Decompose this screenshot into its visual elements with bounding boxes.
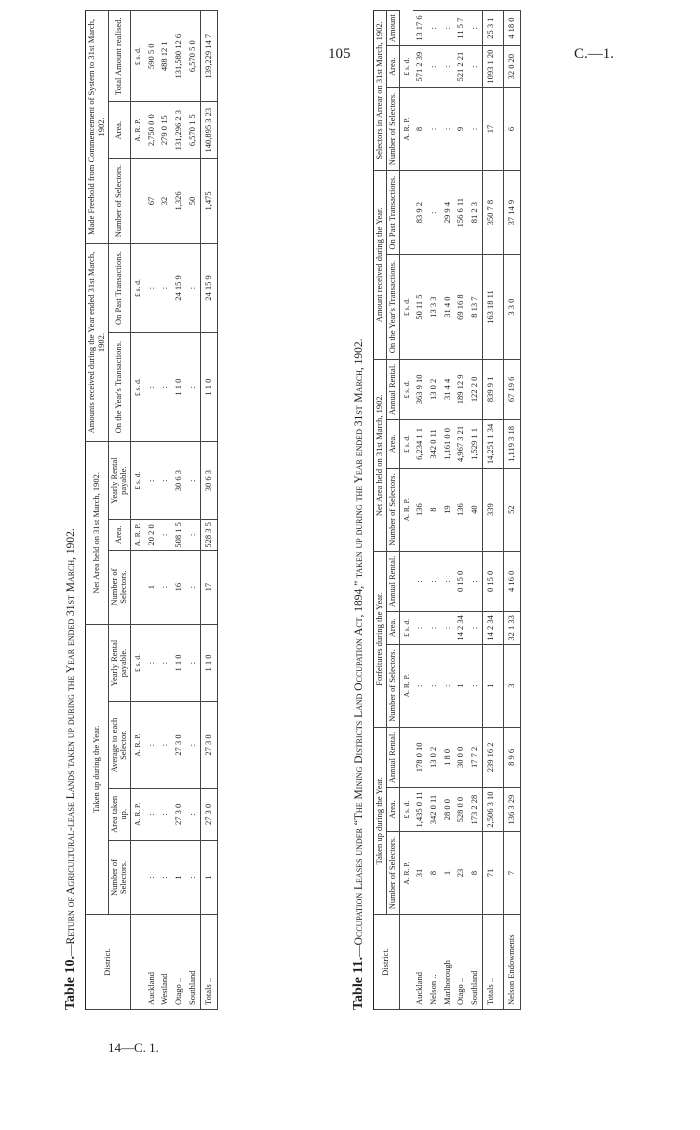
- t10-data-row: [186, 11, 200, 1010]
- t11-value-cell: 339: [482, 468, 498, 551]
- t11-data-row: [454, 11, 468, 1010]
- t11-district-cell: Nelson ..: [427, 915, 441, 1010]
- t11-sub-area-4: Area.: [386, 46, 399, 88]
- t11-value-cell: :: [427, 88, 441, 171]
- t10-units-row: [131, 11, 145, 1010]
- t11-unit-cell: £ s. d.: [399, 612, 413, 645]
- t10-unit-cell: £ s. d.: [131, 333, 145, 442]
- t10-sub-avg-area: Average to each Selector.: [108, 702, 131, 788]
- t11-value-cell: 69 16 8: [454, 255, 468, 359]
- t11-value-cell: :: [413, 612, 427, 645]
- t11-value-cell: :: [441, 551, 455, 611]
- t10-sub-num-selectors: Number of Selectors.: [108, 841, 131, 915]
- t10-value-cell: :: [158, 788, 172, 840]
- t11-value-cell: 19: [441, 468, 455, 551]
- t10-value-cell: :: [158, 841, 172, 915]
- t11-value-cell: 6,234 1 1: [413, 420, 427, 469]
- t11-unit-cell: £ s. d.: [399, 359, 413, 419]
- table10: [85, 10, 218, 1010]
- t11-value-cell: :: [427, 46, 441, 88]
- t11-value-cell: 342 0 11: [427, 420, 441, 469]
- t11-value-cell: 350 7 8: [482, 170, 498, 254]
- t10-value-cell: 6,570 1 5: [186, 102, 200, 159]
- t10-value-cell: 1: [145, 550, 159, 624]
- t10-col-district: District.: [86, 915, 131, 1010]
- t11-grp-amount: Amount received during the Year.: [374, 170, 387, 359]
- t10-value-cell: 2,750 0 0: [145, 102, 159, 159]
- t11-value-cell: 1,161 0 0: [441, 420, 455, 469]
- t10-sub-on-year: On the Year's Transactions.: [108, 333, 131, 442]
- t10-unit-cell: £ s. d.: [131, 11, 145, 102]
- t11-sub-annual: Annual Rental.: [386, 727, 399, 787]
- t11-data-row: [441, 11, 455, 1010]
- t10-value-cell: 488 12 1: [158, 11, 172, 102]
- table11-body: [399, 11, 520, 1010]
- t10-district-cell: Westland: [158, 915, 172, 1010]
- t11-value-cell: 50 11 5: [413, 255, 427, 359]
- t10-value-cell: :: [145, 841, 159, 915]
- t11-value-cell: :: [427, 11, 441, 46]
- t10-value-cell: :: [158, 442, 172, 520]
- t11-unit-cell: [399, 170, 413, 254]
- t10-value-cell: :: [186, 550, 200, 624]
- t10-grp-amounts: Amounts received during the Year ended 31st March, 1902.: [86, 243, 109, 441]
- t11-value-cell: :: [441, 46, 455, 88]
- t11-unit-cell: A. R. P.: [399, 644, 413, 727]
- t10-value-cell: :: [158, 624, 172, 702]
- t11-value-cell: 136: [454, 468, 468, 551]
- t11-value-cell: 17: [482, 88, 498, 171]
- t11-value-cell: :: [468, 11, 482, 46]
- t11-value-cell: 8: [427, 832, 441, 915]
- t11-sub-annual-3: Annual Rental.: [386, 359, 399, 419]
- t10-value-cell: :: [145, 333, 159, 442]
- t11-value-cell: :: [441, 612, 455, 645]
- t10-value-cell: 20 2 0: [145, 520, 159, 551]
- t11-value-cell: 173 2 28: [468, 788, 482, 832]
- t11-value-cell: 122 2 0: [468, 359, 482, 419]
- t10-unit-cell: A. R. P.: [131, 702, 145, 788]
- t11-total-row: [482, 11, 498, 1010]
- t10-value-cell: 24 15 9: [200, 243, 217, 332]
- t10-value-cell: :: [186, 520, 200, 551]
- t11-grp-arrear: Selectors in Arrear on 31st March, 1902.: [374, 11, 387, 171]
- document-reference: C.—1.: [574, 46, 615, 62]
- t11-sub-area: Area.: [386, 788, 399, 832]
- table11-heading: [350, 10, 367, 1010]
- signature-mark: 14—C. 1.: [108, 1040, 159, 1055]
- t10-value-cell: 1 1 0: [172, 624, 186, 702]
- t11-value-cell: 52: [503, 468, 520, 551]
- t10-value-cell: 1 1 0: [172, 333, 186, 442]
- t11-value-cell: :: [468, 88, 482, 171]
- t11-units-row: [399, 11, 413, 1010]
- t11-value-cell: 28 0 0: [441, 788, 455, 832]
- t11-unit-cell: £ s. d.: [399, 255, 413, 359]
- t11-value-cell: 30 0 0: [454, 727, 468, 787]
- table11-section: [350, 10, 640, 1010]
- t11-value-cell: 363 9 10: [413, 359, 427, 419]
- t10-value-cell: 67: [145, 159, 159, 244]
- t10-district-cell: Otago ..: [172, 915, 186, 1010]
- t11-value-cell: 0 15 0: [482, 551, 498, 611]
- t10-unit-cell: A. R. P.: [131, 520, 145, 551]
- table10-heading: [62, 10, 79, 1010]
- t10-sub-on-past: On Past Transactions.: [108, 243, 131, 332]
- t10-value-cell: :: [186, 442, 200, 520]
- t10-value-cell: :: [145, 788, 159, 840]
- t11-data-row: [468, 11, 482, 1010]
- t11-value-cell: 37 14 9: [503, 170, 520, 254]
- t11-sub-amount: Amount: [386, 11, 399, 46]
- t10-grp-freehold: Made Freehold from Commencement of System to 31st March, 1902.: [86, 11, 109, 244]
- t10-total-row: [200, 11, 217, 1010]
- t11-value-cell: :: [441, 88, 455, 171]
- table10-body: [131, 11, 217, 1010]
- t10-value-cell: 590 5 0: [145, 11, 159, 102]
- t10-district-cell: Southland: [186, 915, 200, 1010]
- t11-value-cell: :: [427, 170, 441, 254]
- t11-value-cell: 4 16 0: [503, 551, 520, 611]
- t10-value-cell: 131,580 12 6: [172, 11, 186, 102]
- t10-sub-area: Area.: [108, 520, 131, 551]
- t11-value-cell: :: [468, 551, 482, 611]
- t10-value-cell: 6,570 5 0: [186, 11, 200, 102]
- t10-sub-rental-2: Yearly Rental payable.: [108, 442, 131, 520]
- t11-value-cell: 2,506 3 10: [482, 788, 498, 832]
- t10-value-cell: 27 3 0: [200, 702, 217, 788]
- t11-value-cell: 6: [503, 88, 520, 171]
- t11-value-cell: 1: [441, 832, 455, 915]
- t10-unit-cell: £ s. d.: [131, 442, 145, 520]
- t11-sub-num-selectors-4: Number of Selectors.: [386, 88, 399, 171]
- t11-value-cell: :: [427, 551, 441, 611]
- t11-value-cell: 342 0 11: [427, 788, 441, 832]
- t11-value-cell: :: [413, 551, 427, 611]
- t10-value-cell: 27 3 0: [200, 788, 217, 840]
- t11-value-cell: :: [441, 644, 455, 727]
- t10-value-cell: :: [186, 333, 200, 442]
- t10-value-cell: 17: [200, 550, 217, 624]
- t11-unit-cell: A. R. P.: [399, 468, 413, 551]
- t11-value-cell: :: [427, 644, 441, 727]
- t10-value-cell: 32: [158, 159, 172, 244]
- t11-value-cell: :: [468, 644, 482, 727]
- t10-unit-cell: [131, 550, 145, 624]
- t11-value-cell: 528 0 0: [454, 788, 468, 832]
- t11-value-cell: 1093 1 20: [482, 46, 498, 88]
- t11-value-cell: 40: [468, 468, 482, 551]
- t11-data-row: [413, 11, 427, 1010]
- t10-unit-cell: £ s. d.: [131, 243, 145, 332]
- t11-value-cell: 23: [454, 832, 468, 915]
- t11-value-cell: 9: [454, 88, 468, 171]
- t11-sub-num-selectors: Number of Selectors.: [386, 832, 399, 915]
- t10-value-cell: :: [186, 702, 200, 788]
- t11-value-cell: 156 6 11: [454, 170, 468, 254]
- t11-value-cell: 839 9 1: [482, 359, 498, 419]
- t11-district-cell: Nelson Endowments: [503, 915, 520, 1010]
- t11-district-cell: Marlborough: [441, 915, 455, 1010]
- t11-value-cell: 32 0 20: [503, 46, 520, 88]
- t10-value-cell: 279 0 15: [158, 102, 172, 159]
- t11-data-row: [427, 11, 441, 1010]
- t11-unit-cell: [399, 727, 413, 787]
- t11-value-cell: :: [427, 612, 441, 645]
- t11-sub-num-selectors-2: Number of Selectors.: [386, 644, 399, 727]
- t10-sub-area-taken: Area taken up.: [108, 788, 131, 840]
- t11-value-cell: 8: [427, 468, 441, 551]
- t10-value-cell: :: [158, 702, 172, 788]
- t11-value-cell: 83 9 2: [413, 170, 427, 254]
- t10-value-cell: :: [158, 243, 172, 332]
- t10-value-cell: :: [158, 520, 172, 551]
- t11-value-cell: 571 2 39: [413, 46, 427, 88]
- t11-value-cell: :: [468, 612, 482, 645]
- t11-value-cell: 178 0 10: [413, 727, 427, 787]
- t11-unit-cell: [399, 915, 413, 1010]
- t10-value-cell: 1,475: [200, 159, 217, 244]
- t10-value-cell: 1: [200, 841, 217, 915]
- t11-value-cell: 31 4 4: [441, 359, 455, 419]
- t11-value-cell: 81 2 3: [468, 170, 482, 254]
- table11: [373, 10, 521, 1010]
- t11-sub-area-2: Area.: [386, 612, 399, 645]
- t11-value-cell: 29 9 4: [441, 170, 455, 254]
- t10-value-cell: :: [186, 788, 200, 840]
- t11-value-cell: 71: [482, 832, 498, 915]
- t11-value-cell: 31 4 0: [441, 255, 455, 359]
- t11-value-cell: 67 19 6: [503, 359, 520, 419]
- t11-value-cell: 1,119 3 18: [503, 420, 520, 469]
- t11-value-cell: 4 18 0: [503, 11, 520, 46]
- t11-value-cell: 8: [413, 88, 427, 171]
- t10-data-row: [145, 11, 159, 1010]
- t10-value-cell: 139,229 14 7: [200, 11, 217, 102]
- t11-value-cell: 8: [468, 832, 482, 915]
- t11-value-cell: :: [413, 644, 427, 727]
- t11-unit-cell: £ s. d.: [399, 788, 413, 832]
- t10-unit-cell: [131, 159, 145, 244]
- t11-value-cell: 14 2 34: [454, 612, 468, 645]
- t10-data-row: [158, 11, 172, 1010]
- t10-unit-cell: £ s. d.: [131, 624, 145, 702]
- t10-value-cell: :: [158, 550, 172, 624]
- t10-sub-rental: Yearly Rental payable.: [108, 624, 131, 702]
- t10-unit-cell: [131, 841, 145, 915]
- t10-value-cell: 1: [172, 841, 186, 915]
- t11-value-cell: 11 5 7: [454, 11, 468, 46]
- t11-value-cell: 14 2 34: [482, 612, 498, 645]
- t10-unit-cell: A. R. P.: [131, 788, 145, 840]
- t11-value-cell: 25 3 1: [482, 11, 498, 46]
- t10-unit-cell: [131, 915, 145, 1010]
- t10-value-cell: :: [158, 333, 172, 442]
- t11-sub-on-year: On the Year's Transactions.: [386, 255, 399, 359]
- t10-value-cell: 24 15 9: [172, 243, 186, 332]
- t10-sub-num-selectors-3: Number of Selectors.: [108, 159, 131, 244]
- t11-value-cell: :: [441, 11, 455, 46]
- t11-value-cell: 32 1 33: [503, 612, 520, 645]
- t10-value-cell: 16: [172, 550, 186, 624]
- table10-title: —Return of Agricultural-lease Lands taken up during the Year ended 31st March, 1902.: [65, 528, 77, 957]
- t10-district-cell: Auckland: [145, 915, 159, 1010]
- t10-value-cell: 50: [186, 159, 200, 244]
- t11-value-cell: 17 7 2: [468, 727, 482, 787]
- t10-sub-num-selectors-2: Number of Selectors.: [108, 550, 131, 624]
- t11-district-cell: Southland: [468, 915, 482, 1010]
- t11-value-cell: 13 17 6: [413, 11, 427, 46]
- t11-grp-forfeit: Forfeitures during the Year.: [374, 551, 387, 727]
- table11-label: Table 11.: [351, 956, 366, 1010]
- t11-value-cell: 4,967 3 21: [454, 420, 468, 469]
- t10-value-cell: :: [186, 624, 200, 702]
- t10-value-cell: 30 6 3: [200, 442, 217, 520]
- t10-value-cell: :: [145, 243, 159, 332]
- page-number: 105: [328, 46, 351, 62]
- t10-value-cell: 508 1 5: [172, 520, 186, 551]
- t11-value-cell: 3 3 0: [503, 255, 520, 359]
- t11-district-cell: Auckland: [413, 915, 427, 1010]
- t11-value-cell: 1 8 0: [441, 727, 455, 787]
- t11-value-cell: 1: [454, 644, 468, 727]
- t11-value-cell: 14,251 1 34: [482, 420, 498, 469]
- t11-unit-cell: £ s. d.: [399, 420, 413, 469]
- t10-value-cell: 131,296 2 3: [172, 102, 186, 159]
- t11-value-cell: :: [468, 46, 482, 88]
- t11-sub-annual-2: Annual Rental.: [386, 551, 399, 611]
- t10-value-cell: 1 1 0: [200, 624, 217, 702]
- table10-label: Table 10.: [63, 956, 78, 1010]
- t10-value-cell: :: [145, 624, 159, 702]
- t11-col-district: District.: [374, 915, 400, 1010]
- t10-grp-taken: Taken up during the Year.: [86, 624, 109, 914]
- t10-grp-net: Net Area held on 31st March, 1902.: [86, 442, 109, 624]
- t11-value-cell: 8 9 6: [503, 727, 520, 787]
- t11-value-cell: 13 0 2: [427, 727, 441, 787]
- t11-unit-cell: [399, 551, 413, 611]
- t11-value-cell: 13 0 2: [427, 359, 441, 419]
- t11-value-cell: 0 15 0: [454, 551, 468, 611]
- t10-value-cell: 30 6 3: [172, 442, 186, 520]
- t10-value-cell: 1,326: [172, 159, 186, 244]
- t11-total-row: [503, 11, 520, 1010]
- t10-value-cell: :: [145, 702, 159, 788]
- t11-grp-net: Net Area held on 31st March, 1902.: [374, 359, 387, 551]
- table10-section: [62, 10, 322, 1010]
- t10-value-cell: 27 3 0: [172, 702, 186, 788]
- t11-value-cell: 13 3 3: [427, 255, 441, 359]
- t10-value-cell: :: [186, 841, 200, 915]
- t11-sub-on-past: On Past Transactions.: [386, 170, 399, 254]
- t11-sub-num-selectors-3: Number of Selectors.: [386, 468, 399, 551]
- t11-district-cell: Totals ..: [482, 915, 498, 1010]
- t11-district-cell: Otago ..: [454, 915, 468, 1010]
- t11-value-cell: 163 18 11: [482, 255, 498, 359]
- t10-sub-area-2: Area.: [108, 102, 131, 159]
- t11-value-cell: 8 13 7: [468, 255, 482, 359]
- t10-value-cell: :: [186, 243, 200, 332]
- t11-unit-cell: A. R. P.: [399, 832, 413, 915]
- t11-value-cell: 7: [503, 832, 520, 915]
- table11-title: —Occupation Leases under “The Mining Districts Land Occupation Act, 1894,” taken up during the Year ended 31st March, 1902.: [353, 338, 365, 957]
- t11-value-cell: 239 16 2: [482, 727, 498, 787]
- t10-district-cell: Totals ..: [200, 915, 217, 1010]
- t11-value-cell: 136: [413, 468, 427, 551]
- t11-value-cell: 521 2 21: [454, 46, 468, 88]
- t10-value-cell: 140,895 3 23: [200, 102, 217, 159]
- t10-value-cell: 27 3 0: [172, 788, 186, 840]
- t11-value-cell: 136 3 29: [503, 788, 520, 832]
- t10-data-row: [172, 11, 186, 1010]
- t11-value-cell: 189 12 9: [454, 359, 468, 419]
- t11-sub-area-3: Area.: [386, 420, 399, 469]
- t10-value-cell: :: [145, 442, 159, 520]
- t11-value-cell: 3: [503, 644, 520, 727]
- t11-unit-cell: A. R. P.: [399, 88, 413, 171]
- t11-unit-cell: £ s. d.: [399, 46, 413, 88]
- t11-value-cell: 1,529 1 1: [468, 420, 482, 469]
- t10-sub-total-amount: Total Amount realised.: [108, 11, 131, 102]
- t10-unit-cell: A. R. P.: [131, 102, 145, 159]
- t11-grp-taken: Taken up during the Year.: [374, 727, 387, 914]
- t11-value-cell: 1: [482, 644, 498, 727]
- t11-value-cell: 31: [413, 832, 427, 915]
- t11-value-cell: 1,435 0 11: [413, 788, 427, 832]
- t10-value-cell: 1 1 0: [200, 333, 217, 442]
- t10-value-cell: 528 3 5: [200, 520, 217, 551]
